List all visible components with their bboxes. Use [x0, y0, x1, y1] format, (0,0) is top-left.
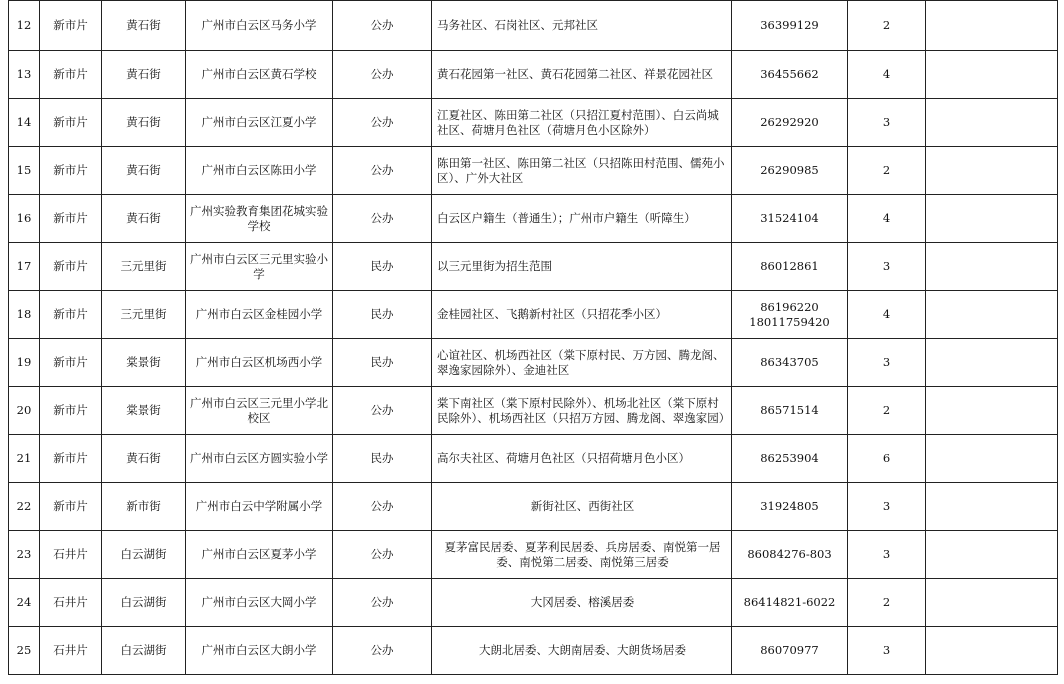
enrollment-zone-cell	[432, 99, 732, 147]
note-cell	[926, 387, 1058, 435]
phone-text: 86196220	[760, 299, 819, 314]
street-cell	[102, 291, 186, 339]
phone-text: 86253904	[760, 451, 819, 465]
phone-text: 31924805	[760, 499, 819, 513]
phone-text: 36455662	[760, 67, 819, 81]
enrollment-zone-cell	[432, 291, 732, 339]
enrollment-zone-cell	[432, 579, 732, 627]
row-number-cell	[9, 1, 40, 51]
note-cell	[926, 1, 1058, 51]
note-cell	[926, 291, 1058, 339]
area-text: 新市片	[53, 67, 88, 81]
area-text: 新市片	[53, 307, 88, 321]
row-number-text: 23	[16, 547, 32, 561]
class-count-cell	[848, 339, 926, 387]
row-number-text: 17	[16, 259, 32, 273]
area-cell	[40, 579, 102, 627]
school-name-cell	[186, 435, 333, 483]
school-name-text: 广州市白云区金桂园小学	[195, 307, 323, 321]
table-row	[9, 1, 1058, 51]
row-number-cell	[9, 195, 40, 243]
phone-cell	[732, 291, 848, 339]
class-count-text: 6	[882, 451, 891, 465]
area-text: 石井片	[53, 547, 88, 561]
street-text: 新市街	[126, 499, 161, 513]
street-text: 黄石街	[126, 163, 161, 177]
school-name-cell	[186, 51, 333, 99]
area-cell	[40, 387, 102, 435]
school-type-cell	[333, 291, 432, 339]
row-number-text: 15	[16, 163, 32, 177]
class-count-text: 4	[882, 211, 891, 225]
street-cell	[102, 339, 186, 387]
phone-cell	[732, 483, 848, 531]
school-type-text: 民办	[370, 259, 394, 273]
note-cell	[926, 339, 1058, 387]
class-count-text: 4	[882, 307, 891, 321]
school-type-cell	[333, 531, 432, 579]
school-name-cell	[186, 339, 333, 387]
school-name-text: 广州市白云区夏茅小学	[201, 547, 317, 561]
row-number-cell	[9, 243, 40, 291]
row-number-cell	[9, 483, 40, 531]
class-count-text: 3	[882, 547, 891, 561]
street-text: 黄石街	[126, 67, 161, 81]
street-text: 棠景街	[126, 355, 161, 369]
area-cell	[40, 339, 102, 387]
enrollment-zone-text: 大冈居委、榕溪居委	[530, 595, 635, 609]
table-row	[9, 99, 1058, 147]
area-cell	[40, 483, 102, 531]
phone-text: 86343705	[760, 355, 819, 369]
enrollment-zone-cell	[432, 387, 732, 435]
street-cell	[102, 99, 186, 147]
school-type-cell	[333, 435, 432, 483]
area-text: 新市片	[53, 211, 88, 225]
row-number-text: 22	[16, 499, 32, 513]
school-type-text: 公办	[370, 547, 394, 561]
enrollment-zone-text: 夏茅富民居委、夏茅利民居委、兵房居委、南悦第一居委、南悦第二居委、南悦第三居委	[444, 539, 721, 569]
school-type-cell	[333, 339, 432, 387]
row-number-cell	[9, 99, 40, 147]
row-number-cell	[9, 531, 40, 579]
class-count-cell	[848, 51, 926, 99]
enrollment-zone-cell	[432, 483, 732, 531]
enrollment-zone-text: 大朗北居委、大朗南居委、大朗货场居委	[479, 643, 686, 657]
enrollment-zone-text: 新街社区、西街社区	[530, 499, 635, 513]
table-row	[9, 339, 1058, 387]
school-type-cell	[333, 483, 432, 531]
area-text: 新市片	[53, 115, 88, 129]
table-row	[9, 531, 1058, 579]
school-type-cell	[333, 579, 432, 627]
row-number-cell	[9, 147, 40, 195]
phone-text: 36399129	[760, 18, 819, 32]
street-cell	[102, 627, 186, 675]
school-type-cell	[333, 51, 432, 99]
row-number-cell	[9, 387, 40, 435]
phone-cell	[732, 1, 848, 51]
row-number-text: 25	[16, 643, 32, 657]
street-cell	[102, 483, 186, 531]
street-text: 三元里街	[120, 259, 167, 273]
note-cell	[926, 51, 1058, 99]
area-text: 新市片	[53, 403, 88, 417]
table-row	[9, 627, 1058, 675]
class-count-cell	[848, 1, 926, 51]
phone-cell	[732, 195, 848, 243]
note-cell	[926, 579, 1058, 627]
school-type-cell	[333, 1, 432, 51]
class-count-text: 2	[882, 163, 891, 177]
class-count-cell	[848, 387, 926, 435]
class-count-cell	[848, 531, 926, 579]
class-count-text: 2	[882, 595, 891, 609]
school-type-text: 公办	[370, 67, 394, 81]
note-cell	[926, 195, 1058, 243]
phone-text: 86414821-6022	[743, 595, 836, 609]
area-text: 新市片	[53, 163, 88, 177]
phone-text: 26292920	[760, 115, 819, 129]
row-number-cell	[9, 51, 40, 99]
school-name-cell	[186, 243, 333, 291]
school-name-cell	[186, 579, 333, 627]
class-count-text: 2	[882, 403, 891, 417]
area-cell	[40, 99, 102, 147]
school-type-cell	[333, 99, 432, 147]
school-name-cell	[186, 195, 333, 243]
row-number-text: 19	[16, 355, 32, 369]
class-count-cell	[848, 195, 926, 243]
row-number-text: 18	[16, 307, 32, 321]
note-cell	[926, 627, 1058, 675]
phone-text: 86012861	[760, 259, 819, 273]
school-name-text: 广州市白云区大岡小学	[201, 595, 317, 609]
school-name-text: 广州市白云中学附属小学	[195, 499, 323, 513]
note-cell	[926, 483, 1058, 531]
street-text: 三元里街	[120, 307, 167, 321]
row-number-text: 12	[16, 18, 32, 32]
phone-text: 86070977	[760, 643, 819, 657]
street-cell	[102, 435, 186, 483]
school-name-cell	[186, 531, 333, 579]
school-type-cell	[333, 147, 432, 195]
school-name-text: 广州市白云区方圆实验小学	[190, 451, 328, 465]
phone-cell	[732, 531, 848, 579]
street-cell	[102, 387, 186, 435]
area-cell	[40, 243, 102, 291]
enrollment-zone-cell	[432, 531, 732, 579]
school-type-text: 公办	[370, 163, 394, 177]
class-count-text: 3	[882, 115, 891, 129]
school-name-text: 广州实验教育集团花城实验学校	[190, 203, 328, 233]
school-name-text: 广州市白云区大朗小学	[201, 643, 317, 657]
street-cell	[102, 579, 186, 627]
area-text: 新市片	[53, 499, 88, 513]
school-name-cell	[186, 387, 333, 435]
enrollment-zone-text: 以三元里街为招生范围	[437, 259, 552, 273]
street-text: 黄石街	[126, 115, 161, 129]
enrollment-table	[8, 0, 1058, 675]
phone-cell	[732, 99, 848, 147]
row-number-cell	[9, 435, 40, 483]
class-count-cell	[848, 579, 926, 627]
school-name-cell	[186, 147, 333, 195]
street-cell	[102, 243, 186, 291]
school-type-text: 公办	[370, 595, 394, 609]
area-cell	[40, 531, 102, 579]
enrollment-zone-cell	[432, 195, 732, 243]
area-cell	[40, 435, 102, 483]
area-cell	[40, 627, 102, 675]
class-count-text: 4	[882, 67, 891, 81]
table-row	[9, 291, 1058, 339]
school-name-text: 广州市白云区江夏小学	[201, 115, 317, 129]
school-type-text: 公办	[370, 643, 394, 657]
school-type-text: 公办	[370, 115, 394, 129]
row-number-cell	[9, 627, 40, 675]
enrollment-zone-cell	[432, 1, 732, 51]
table-row	[9, 147, 1058, 195]
area-cell	[40, 291, 102, 339]
area-text: 新市片	[53, 259, 88, 273]
school-name-text: 广州市白云区三元里小学北校区	[190, 395, 328, 425]
street-cell	[102, 1, 186, 51]
street-text: 黄石街	[126, 451, 161, 465]
area-text: 新市片	[53, 451, 88, 465]
enrollment-zone-text: 心谊社区、机场西社区（棠下原村民、万方园、腾龙阁、翠逸家园除外）、金迪社区	[437, 347, 725, 377]
street-text: 白云湖街	[120, 643, 167, 657]
school-type-cell	[333, 195, 432, 243]
enrollment-zone-text: 江夏社区、陈田第二社区（只招江夏村范围）、白云尚城社区、荷塘月色社区（荷塘月色小区除外）	[437, 107, 719, 137]
class-count-cell	[848, 147, 926, 195]
area-cell	[40, 195, 102, 243]
school-name-cell	[186, 1, 333, 51]
enrollment-zone-text: 黄石花园第一社区、黄石花园第二社区、祥景花园社区	[437, 67, 713, 81]
area-text: 新市片	[53, 355, 88, 369]
phone-cell	[732, 579, 848, 627]
note-cell	[926, 243, 1058, 291]
phone-cell	[732, 339, 848, 387]
table-row	[9, 51, 1058, 99]
note-cell	[926, 147, 1058, 195]
note-cell	[926, 435, 1058, 483]
school-name-text: 广州市白云区机场西小学	[195, 355, 323, 369]
phone-text: 31524104	[760, 211, 819, 225]
phone-cell	[732, 51, 848, 99]
class-count-cell	[848, 435, 926, 483]
street-cell	[102, 195, 186, 243]
enrollment-zone-cell	[432, 339, 732, 387]
note-cell	[926, 99, 1058, 147]
school-type-text: 公办	[370, 499, 394, 513]
table-row	[9, 435, 1058, 483]
phone-cell	[732, 627, 848, 675]
school-type-text: 民办	[370, 355, 394, 369]
class-count-cell	[848, 291, 926, 339]
area-cell	[40, 1, 102, 51]
enrollment-zone-text: 高尔夫社区、荷塘月色社区（只招荷塘月色小区）	[437, 451, 690, 465]
school-type-text: 民办	[370, 451, 394, 465]
row-number-text: 14	[16, 115, 32, 129]
class-count-text: 2	[882, 18, 891, 32]
area-cell	[40, 51, 102, 99]
street-text: 白云湖街	[120, 547, 167, 561]
phone-text-secondary: 18011759420	[749, 314, 830, 329]
school-name-cell	[186, 99, 333, 147]
school-type-text: 公办	[370, 211, 394, 225]
street-text: 黄石街	[126, 18, 161, 32]
class-count-cell	[848, 627, 926, 675]
class-count-text: 3	[882, 499, 891, 513]
school-type-cell	[333, 243, 432, 291]
enrollment-zone-text: 白云区户籍生（普通生）；广州市户籍生（听障生）	[437, 211, 696, 225]
area-text: 新市片	[53, 18, 88, 32]
phone-cell	[732, 435, 848, 483]
note-cell	[926, 531, 1058, 579]
school-name-text: 广州市白云区陈田小学	[201, 163, 317, 177]
school-name-cell	[186, 627, 333, 675]
phone-cell	[732, 147, 848, 195]
school-name-text: 广州市白云区黄石学校	[201, 67, 317, 81]
enrollment-zone-text: 马务社区、石岗社区、元邦社区	[437, 18, 598, 32]
table-row	[9, 243, 1058, 291]
row-number-text: 20	[16, 403, 32, 417]
street-text: 黄石街	[126, 211, 161, 225]
table-row	[9, 483, 1058, 531]
enrollment-zone-cell	[432, 51, 732, 99]
enrollment-zone-text: 棠下南社区（棠下原村民除外）、机场北社区（棠下原村民除外）、机场西社区（只招万方园、腾龙阁、翠逸家园）	[437, 395, 731, 425]
class-count-text: 3	[882, 355, 891, 369]
street-cell	[102, 51, 186, 99]
street-text: 白云湖街	[120, 595, 167, 609]
school-type-cell	[333, 627, 432, 675]
row-number-text: 13	[16, 67, 32, 81]
row-number-text: 21	[16, 451, 32, 465]
phone-text: 86571514	[760, 403, 819, 417]
table-row	[9, 195, 1058, 243]
school-type-text: 民办	[370, 307, 394, 321]
phone-cell	[732, 387, 848, 435]
school-name-cell	[186, 291, 333, 339]
class-count-cell	[848, 243, 926, 291]
street-text: 棠景街	[126, 403, 161, 417]
area-text: 石井片	[53, 643, 88, 657]
enrollment-zone-cell	[432, 435, 732, 483]
street-cell	[102, 531, 186, 579]
table-row	[9, 579, 1058, 627]
school-type-text: 公办	[370, 403, 394, 417]
row-number-cell	[9, 579, 40, 627]
school-name-text: 广州市白云区马务小学	[201, 18, 317, 32]
enrollment-zone-text: 金桂园社区、飞鹅新村社区（只招花季小区）	[437, 307, 667, 321]
row-number-text: 24	[16, 595, 32, 609]
enrollment-zone-text: 陈田第一社区、陈田第二社区（只招陈田村范围、儒苑小区）、广外大社区	[437, 155, 725, 185]
table-row	[9, 387, 1058, 435]
phone-cell	[732, 243, 848, 291]
phone-text: 86084276-803	[747, 547, 832, 561]
class-count-cell	[848, 99, 926, 147]
row-number-text: 16	[16, 211, 32, 225]
school-type-cell	[333, 387, 432, 435]
phone-text: 26290985	[760, 163, 819, 177]
enrollment-zone-cell	[432, 147, 732, 195]
class-count-text: 3	[882, 259, 891, 273]
class-count-cell	[848, 483, 926, 531]
enrollment-zone-cell	[432, 243, 732, 291]
school-name-text: 广州市白云区三元里实验小学	[190, 251, 328, 281]
enrollment-zone-cell	[432, 627, 732, 675]
area-text: 石井片	[53, 595, 88, 609]
school-type-text: 公办	[370, 18, 394, 32]
class-count-text: 3	[882, 643, 891, 657]
street-cell	[102, 147, 186, 195]
area-cell	[40, 147, 102, 195]
school-name-cell	[186, 483, 333, 531]
row-number-cell	[9, 291, 40, 339]
row-number-cell	[9, 339, 40, 387]
